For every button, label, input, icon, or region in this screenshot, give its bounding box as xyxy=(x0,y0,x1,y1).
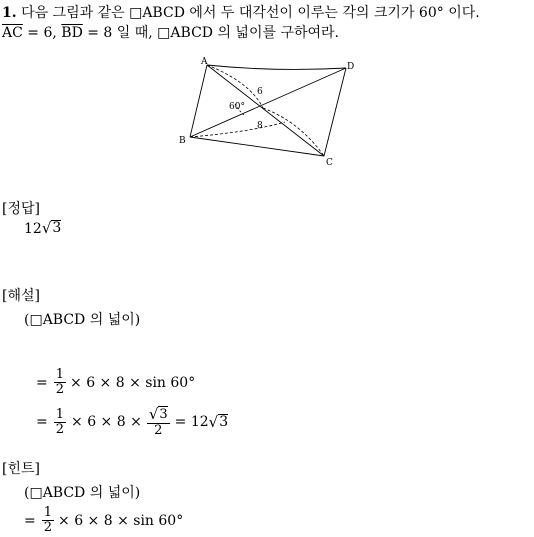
segment-ac-value: = 6, xyxy=(27,25,57,41)
answer-value xyxy=(24,220,61,237)
sqrt-three-numerator: √ 3 xyxy=(148,405,168,423)
explanation-line-1 xyxy=(36,368,195,397)
hint-eq-sign: = xyxy=(24,512,36,529)
side-ad xyxy=(207,65,346,69)
half-den-1: 2 xyxy=(55,382,65,397)
eq-sign-2: = xyxy=(36,414,48,430)
problem-line-1 xyxy=(2,4,480,22)
answer-header: [정답] xyxy=(2,201,40,217)
side-dc xyxy=(324,68,346,156)
eq-sign-1: = xyxy=(36,374,48,391)
half-fraction-2 xyxy=(54,408,66,437)
line-2-end-eq: = 12 xyxy=(174,414,209,430)
hint-formula xyxy=(24,506,183,535)
answer-coef: 12 xyxy=(24,221,42,237)
problem-number: 1. xyxy=(2,5,17,21)
hint-rest: × 6 × 8 × sin 60° xyxy=(58,512,184,529)
hint-half-num: 1 xyxy=(43,505,53,520)
segment-bd-value: = 8 일 때, □ABCD 의 넓이를 구하여라. xyxy=(87,25,340,41)
angle-label: 60° xyxy=(229,102,245,112)
problem-text: 다음 그림과 같은 □ABCD 에서 두 대각선이 이루는 각의 크기가 60° 이다. xyxy=(21,5,480,21)
vertex-c-label: C xyxy=(326,158,333,168)
vertex-d-label: D xyxy=(347,62,355,72)
measure-six-label: 6 xyxy=(257,87,263,97)
explanation-area-expr: (□ABCD 의 넓이) xyxy=(24,312,141,328)
half-num-1: 1 xyxy=(55,367,65,382)
measure-eight-label: 8 xyxy=(257,121,263,131)
sqrt-frac-den: 2 xyxy=(154,423,163,438)
line-1-rest: × 6 × 8 × sin 60° xyxy=(70,374,196,391)
line-2-mid: × 6 × 8 × xyxy=(71,414,142,430)
half-num-2: 1 xyxy=(55,406,65,422)
diagram-svg xyxy=(170,52,370,177)
vertex-b-label: B xyxy=(179,136,186,146)
hint-half-den: 2 xyxy=(43,520,53,535)
vertex-a-label: A xyxy=(201,57,208,67)
segment-bd-label: $\overline{BD}$ xyxy=(61,25,83,41)
half-fraction-1 xyxy=(54,368,66,397)
explanation-line-2 xyxy=(36,406,228,438)
diagonal-bd xyxy=(190,68,346,137)
sqrt-fraction xyxy=(147,406,170,438)
line-2-end-sqrt: √ 3 xyxy=(208,413,229,431)
quadrilateral-diagram xyxy=(170,52,370,177)
segment-ac-label: $\overline{AC}$ xyxy=(2,25,23,41)
hint-header: [힌트] xyxy=(2,461,40,477)
hint-area-expr: (□ABCD 의 넓이) xyxy=(24,485,141,501)
problem-line-2 xyxy=(2,24,339,42)
answer-sqrt: √ 3 xyxy=(41,219,62,237)
side-ba xyxy=(190,65,207,137)
answer-radicand: 3 xyxy=(52,220,62,236)
arc-eight xyxy=(190,122,285,137)
hint-half-fraction xyxy=(42,506,54,535)
explanation-header: [해설] xyxy=(2,288,40,304)
half-den-2: 2 xyxy=(55,421,65,437)
